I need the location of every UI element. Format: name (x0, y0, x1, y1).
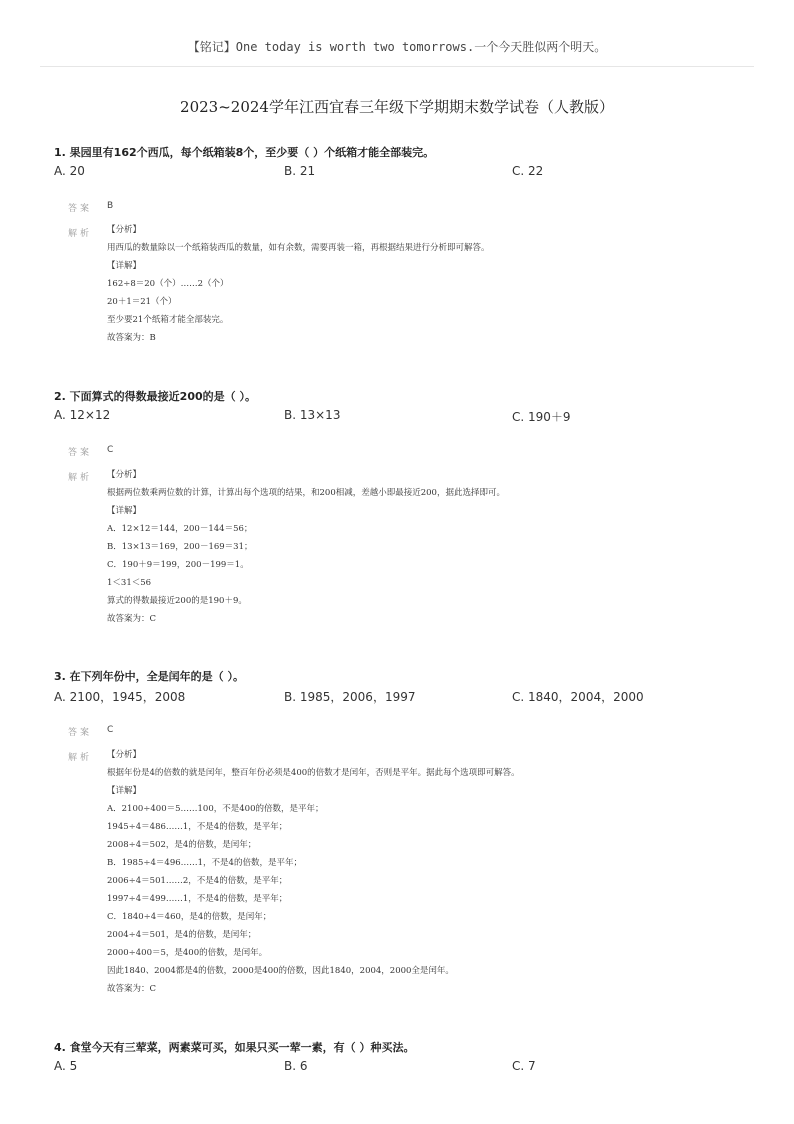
header-motto: 【铭记】One today is worth two tomorrows.一个今天胜似两个明天。 (187, 40, 607, 54)
option-a: A. 5 (54, 1059, 78, 1073)
analysis-line: 2004÷4＝501，是4的倍数，是闰年； (107, 930, 257, 940)
option-c: C. 1840，2004，2000 (512, 690, 644, 704)
analysis-line: 【分析】 (107, 225, 142, 235)
question-1-options (54, 164, 754, 180)
option-c: C. 7 (512, 1059, 536, 1073)
option-b: B. 1985，2006，1997 (284, 690, 416, 704)
analysis-line: 1945÷4＝486……1，不是4的倍数，是平年； (107, 822, 288, 832)
header-divider (40, 66, 754, 67)
analysis-label: 解析 (68, 229, 93, 239)
question-4-options (54, 1059, 754, 1075)
analysis-line: 故答案为：C (107, 984, 157, 994)
analysis-line: 2008÷4＝502，是4的倍数，是闰年； (107, 840, 257, 850)
analysis-line: A．12×12＝144，200－144＝56； (107, 524, 253, 534)
question-4-text: 4. 食堂今天有三荤菜，两素菜可买，如果只买一荤一素，有（ ）种买法。 (54, 1041, 415, 1054)
analysis-line: 1＜31＜56 (107, 578, 152, 588)
option-b: B. 21 (284, 164, 316, 178)
analysis-line: 【分析】 (107, 470, 142, 480)
question-2-analysis (107, 466, 747, 628)
analysis-line: 20＋1＝21（个） (107, 297, 177, 307)
option-c: C. 22 (512, 164, 544, 178)
question-1-answer: B (107, 201, 114, 211)
analysis-line: 2006÷4＝501……2，不是4的倍数，是平年； (107, 876, 288, 886)
analysis-line: 用西瓜的数量除以一个纸箱装西瓜的数量，如有余数，需要再装一箱，再根据结果进行分析即可解答。 (107, 243, 490, 253)
option-a: A. 20 (54, 164, 85, 178)
analysis-line: 至少要21个纸箱才能全部装完。 (107, 315, 229, 325)
analysis-line: 2000÷400＝5，是400的倍数，是闰年。 (107, 948, 268, 958)
answer-label: 答案 (68, 728, 93, 738)
question-2-answer: C (107, 445, 114, 455)
page-title: 2023~2024学年江西宜春三年级下学期期末数学试卷（人教版） (180, 98, 614, 116)
question-2-text: 2. 下面算式的得数最接近200的是（ ）。 (54, 390, 256, 403)
answer-label: 答案 (68, 448, 93, 458)
analysis-line: 1997÷4＝499……1，不是4的倍数，是平年； (107, 894, 288, 904)
analysis-line: C．1840÷4＝460，是4的倍数，是闰年； (107, 912, 272, 922)
analysis-label: 解析 (68, 753, 93, 763)
option-a: A. 2100，1945，2008 (54, 690, 186, 704)
option-b: B. 13×13 (284, 408, 341, 422)
option-c: C. 190＋9 (512, 410, 571, 424)
option-a: A. 12×12 (54, 408, 111, 422)
analysis-line: 【分析】 (107, 750, 142, 760)
analysis-line: 算式的得数最接近200的是190＋9。 (107, 596, 247, 606)
question-3-analysis (107, 746, 747, 998)
question-1-analysis (107, 221, 747, 347)
analysis-line: 故答案为：C (107, 614, 157, 624)
analysis-line: B．1985÷4＝496……1，不是4的倍数，是平年； (107, 858, 302, 868)
option-b: B. 6 (284, 1059, 308, 1073)
analysis-line: 根据年份是4的倍数的就是闰年，整百年份必须是400的倍数才是闰年，否则是平年。据此每个选项即可解答。 (107, 768, 520, 778)
question-3-answer: C (107, 725, 114, 735)
analysis-line: 【详解】 (107, 506, 142, 516)
analysis-line: C．190＋9＝199，200－199＝1。 (107, 560, 249, 570)
answer-label: 答案 (68, 204, 93, 214)
question-1-text: 1. 果园里有162个西瓜，每个纸箱装8个，至少要（ ）个纸箱才能全部装完。 (54, 146, 435, 159)
analysis-line: B．13×13＝169，200－169＝31； (107, 542, 253, 552)
analysis-line: 【详解】 (107, 261, 142, 271)
analysis-line: 162÷8＝20（个）……2（个） (107, 279, 229, 289)
analysis-line: 故答案为：B (107, 333, 156, 343)
analysis-line: 【详解】 (107, 786, 142, 796)
question-2-options (54, 408, 754, 424)
analysis-line: 根据两位数乘两位数的计算，计算出每个选项的结果，和200相减，差越小即最接近200，据此选择即可。 (107, 488, 505, 498)
analysis-line: A．2100÷400＝5……100，不是400的倍数，是平年； (107, 804, 324, 814)
analysis-label: 解析 (68, 473, 93, 483)
question-3-options (54, 688, 754, 704)
analysis-line: 因此1840、2004都是4的倍数，2000是400的倍数，因此1840，2004，2000全是闰年。 (107, 966, 454, 976)
question-3-text: 3. 在下列年份中，全是闰年的是（ ）。 (54, 670, 244, 683)
